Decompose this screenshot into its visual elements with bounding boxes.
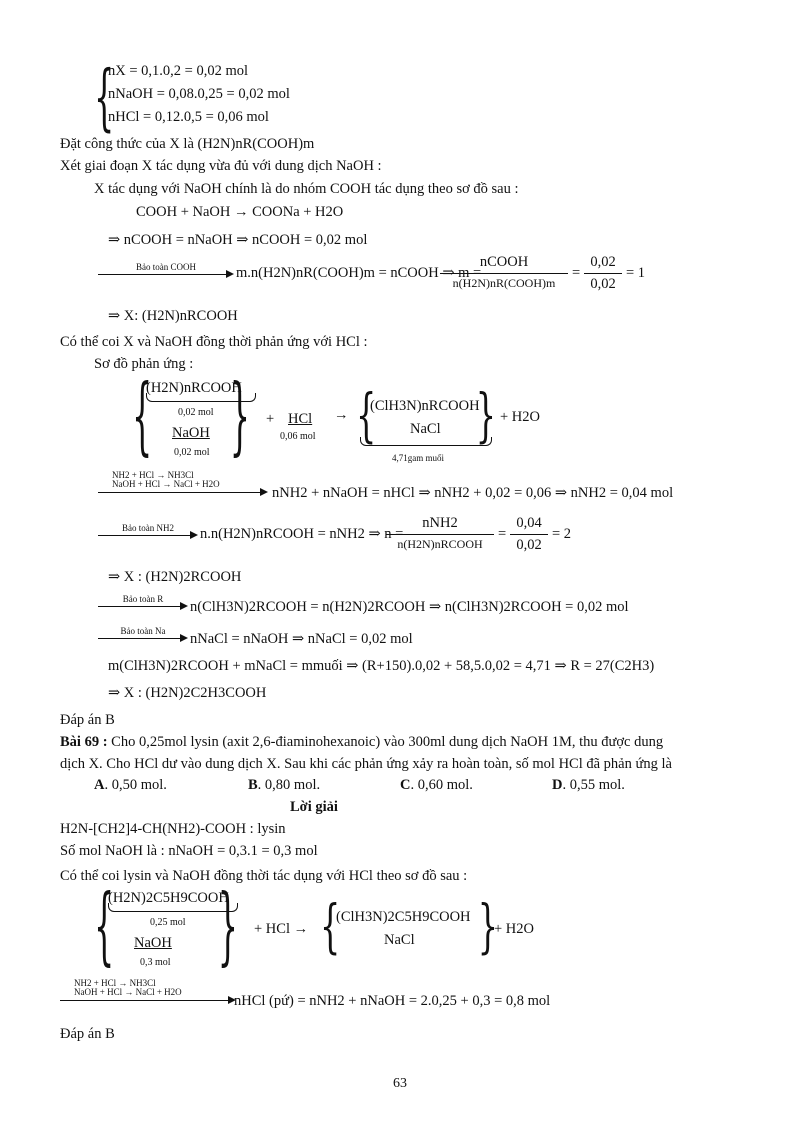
equation-nhcl: nHCl (pứ) = nNH2 + nNaOH = 2.0,25 + 0,3 = 0,8 mol — [234, 993, 551, 1009]
scheme2-amount-1: 0,25 mol — [150, 917, 186, 928]
paragraph-x-naoh-hcl: Có thể coi X và NaOH đồng thời phản ứng với HCl : — [60, 334, 368, 350]
paragraph-scheme-label: Sơ đồ phản ứng : — [94, 356, 194, 372]
arrow-bao-toan-nh2: Bảo toàn NH2 — [98, 523, 198, 543]
lysin-scheme-intro: Có thể coi lysin và NaOH đồng thời tác dụng với HCl theo sơ đồ sau : — [60, 868, 468, 884]
option-c: C. 0,60 mol. — [400, 777, 473, 793]
equation-x-form: ⇒ X: (H2N)nRCOOH — [108, 308, 238, 324]
equation-m-result: = 1 — [626, 265, 646, 281]
fraction-m — [440, 254, 568, 291]
arrow-reactions-1: NH2 + HCl → NH3Cl NaOH + HCl → NaCl + H2O — [98, 470, 268, 500]
scheme2-water: + H2O — [494, 921, 534, 937]
equation-x-h2n2: ⇒ X : (H2N)2RCOOH — [108, 569, 242, 585]
scheme1-right-brace: { — [229, 365, 250, 465]
scheme1-product-salt: (ClH3N)nRCOOH — [370, 398, 480, 414]
scheme1-hcl-amount: 0,06 mol — [280, 431, 316, 442]
solution-heading: Lời giải — [290, 799, 338, 815]
equation-bao-toan-na: nNaCl = nNaOH ⇒ nNaCl = 0,02 mol — [190, 631, 413, 647]
scheme1-product-brace-right: { — [475, 381, 496, 449]
scheme1-product-nacl: NaCl — [410, 421, 441, 437]
scheme2-right-brace: { — [217, 875, 238, 975]
problem-69-title: Bài 69 : — [60, 734, 108, 750]
lysin-naoh-moles: Số mol NaOH là : nNaOH = 0,3.1 = 0,3 mol — [60, 843, 318, 859]
scheme1-amount-2: 0,02 mol — [174, 447, 210, 458]
paragraph-cooh-scheme: X tác dụng với NaOH chính là do nhóm COOH tác dụng theo sơ đồ sau : — [94, 181, 519, 197]
scheme1-reactant-naoh: NaOH — [172, 425, 210, 441]
option-d: D. 0,55 mol. — [552, 777, 625, 793]
scheme1-water: + H2O — [500, 409, 540, 425]
arrow-label: Bảo toàn COOH — [136, 262, 196, 272]
equation-mass-balance: m(ClH3N)2RCOOH + mNaCl = mmuối ⇒ (R+150).0,02 + 58,5.0,02 = 4,71 ⇒ R = 27(C2H3) — [108, 658, 655, 674]
scheme1-salt-mass: 4,71gam muối — [392, 453, 444, 463]
page-number: 63 — [393, 1076, 407, 1091]
equation-m: m.n(H2N)nR(COOH)m = nCOOH ⇒ m = — [236, 265, 482, 281]
system1-brace: { — [94, 53, 115, 139]
scheme2-product-brace-left: { — [320, 892, 341, 960]
system1-line2: nNaOH = 0,08.0,25 = 0,02 mol — [108, 86, 290, 102]
equation-x-final: ⇒ X : (H2N)2C2H3COOH — [108, 685, 267, 701]
equation-nnh2: nNH2 + nNaOH = nHCl ⇒ nNH2 + 0,02 = 0,06 ⇒ nNH2 = 0,04 mol — [272, 485, 674, 501]
problem-69-text-1: Cho 0,25mol lysin (axit 2,6-điaminohexanoic) vào 300ml dung dịch NaOH 1M, thu được dung — [107, 734, 664, 750]
system1-line1: nX = 0,1.0,2 = 0,02 mol — [108, 63, 249, 79]
arrow-bao-toan-cooh — [98, 262, 234, 282]
fraction-numerator: nCOOH — [479, 254, 529, 270]
scheme1-amount-1: 0,02 mol — [178, 407, 214, 418]
scheme2-hcl: + HCl → — [254, 921, 309, 937]
equation-cooh-naoh: COOH + NaOH → COONa + H2O — [136, 204, 344, 220]
scheme1-hcl: HCl — [288, 411, 313, 427]
scheme1-product-brace-left: { — [356, 381, 377, 449]
problem-69-text-2: dịch X. Cho HCl dư vào dung dịch X. Sau khi các phản ứng xảy ra hoàn toàn, số mol HCl đã phản ứng là — [60, 756, 672, 772]
scheme2-reactant-naoh: NaOH — [134, 935, 172, 951]
system1-line3: nHCl = 0,12.0,5 = 0,06 mol — [108, 109, 269, 125]
scheme2-product-salt: (ClH3N)2C5H9COOH — [336, 909, 471, 925]
answer-2: Đáp án B — [60, 1026, 115, 1042]
equation-n: n.n(H2N)nRCOOH = nNH2 ⇒ n = — [200, 526, 404, 542]
scheme2-product-brace-right: { — [477, 892, 498, 960]
fraction-m-values: 0,02 0,02 — [584, 254, 622, 293]
answer-1: Đáp án B — [60, 712, 115, 728]
equation-bao-toan-r: n(ClH3N)2RCOOH = n(H2N)2RCOOH ⇒ n(ClH3N)2RCOOH = 0,02 mol — [190, 599, 629, 615]
option-a: A. 0,50 mol. — [94, 777, 167, 793]
scheme2-amount-2: 0,3 mol — [140, 957, 171, 968]
arrow-reactions-2: NH2 + HCl → NH3Cl NaOH + HCl → NaCl + H2O — [60, 978, 230, 1008]
scheme2-product-nacl: NaCl — [384, 932, 415, 948]
paragraph-formula-x: Đặt công thức của X là (H2N)nR(COOH)m — [60, 136, 315, 152]
scheme2-reactant-lysin: (H2N)2C5H9COOH — [108, 890, 229, 906]
problem-69 — [60, 733, 663, 751]
arrow-bao-toan-r: Bảo toàn R — [98, 594, 188, 614]
scheme1-arrow: → — [334, 407, 349, 423]
scheme1-left-brace: { — [132, 365, 153, 465]
paragraph-stage-naoh: Xét giai đoạn X tác dụng vừa đủ với dung dịch NaOH : — [60, 158, 382, 174]
fraction-n-values: 0,04 0,02 — [510, 515, 548, 554]
option-b: B. 0,80 mol. — [248, 777, 321, 793]
scheme1-reactant-amino-acid: (H2N)nRCOOH — [146, 380, 242, 396]
fraction-n: nNH2 n(H2N)nRCOOH — [386, 515, 494, 552]
arrow-bao-toan-na: Bảo toàn Na — [98, 626, 188, 646]
scheme2-left-brace: { — [94, 875, 115, 975]
fraction-denominator: n(H2N)nR(COOH)m — [452, 276, 556, 290]
lysin-formula: H2N-[CH2]4-CH(NH2)-COOH : lysin — [60, 821, 286, 837]
equation-ncooh: ⇒ nCOOH = nNaOH ⇒ nCOOH = 0,02 mol — [108, 232, 368, 248]
equation-n-result: = 2 — [552, 526, 572, 542]
